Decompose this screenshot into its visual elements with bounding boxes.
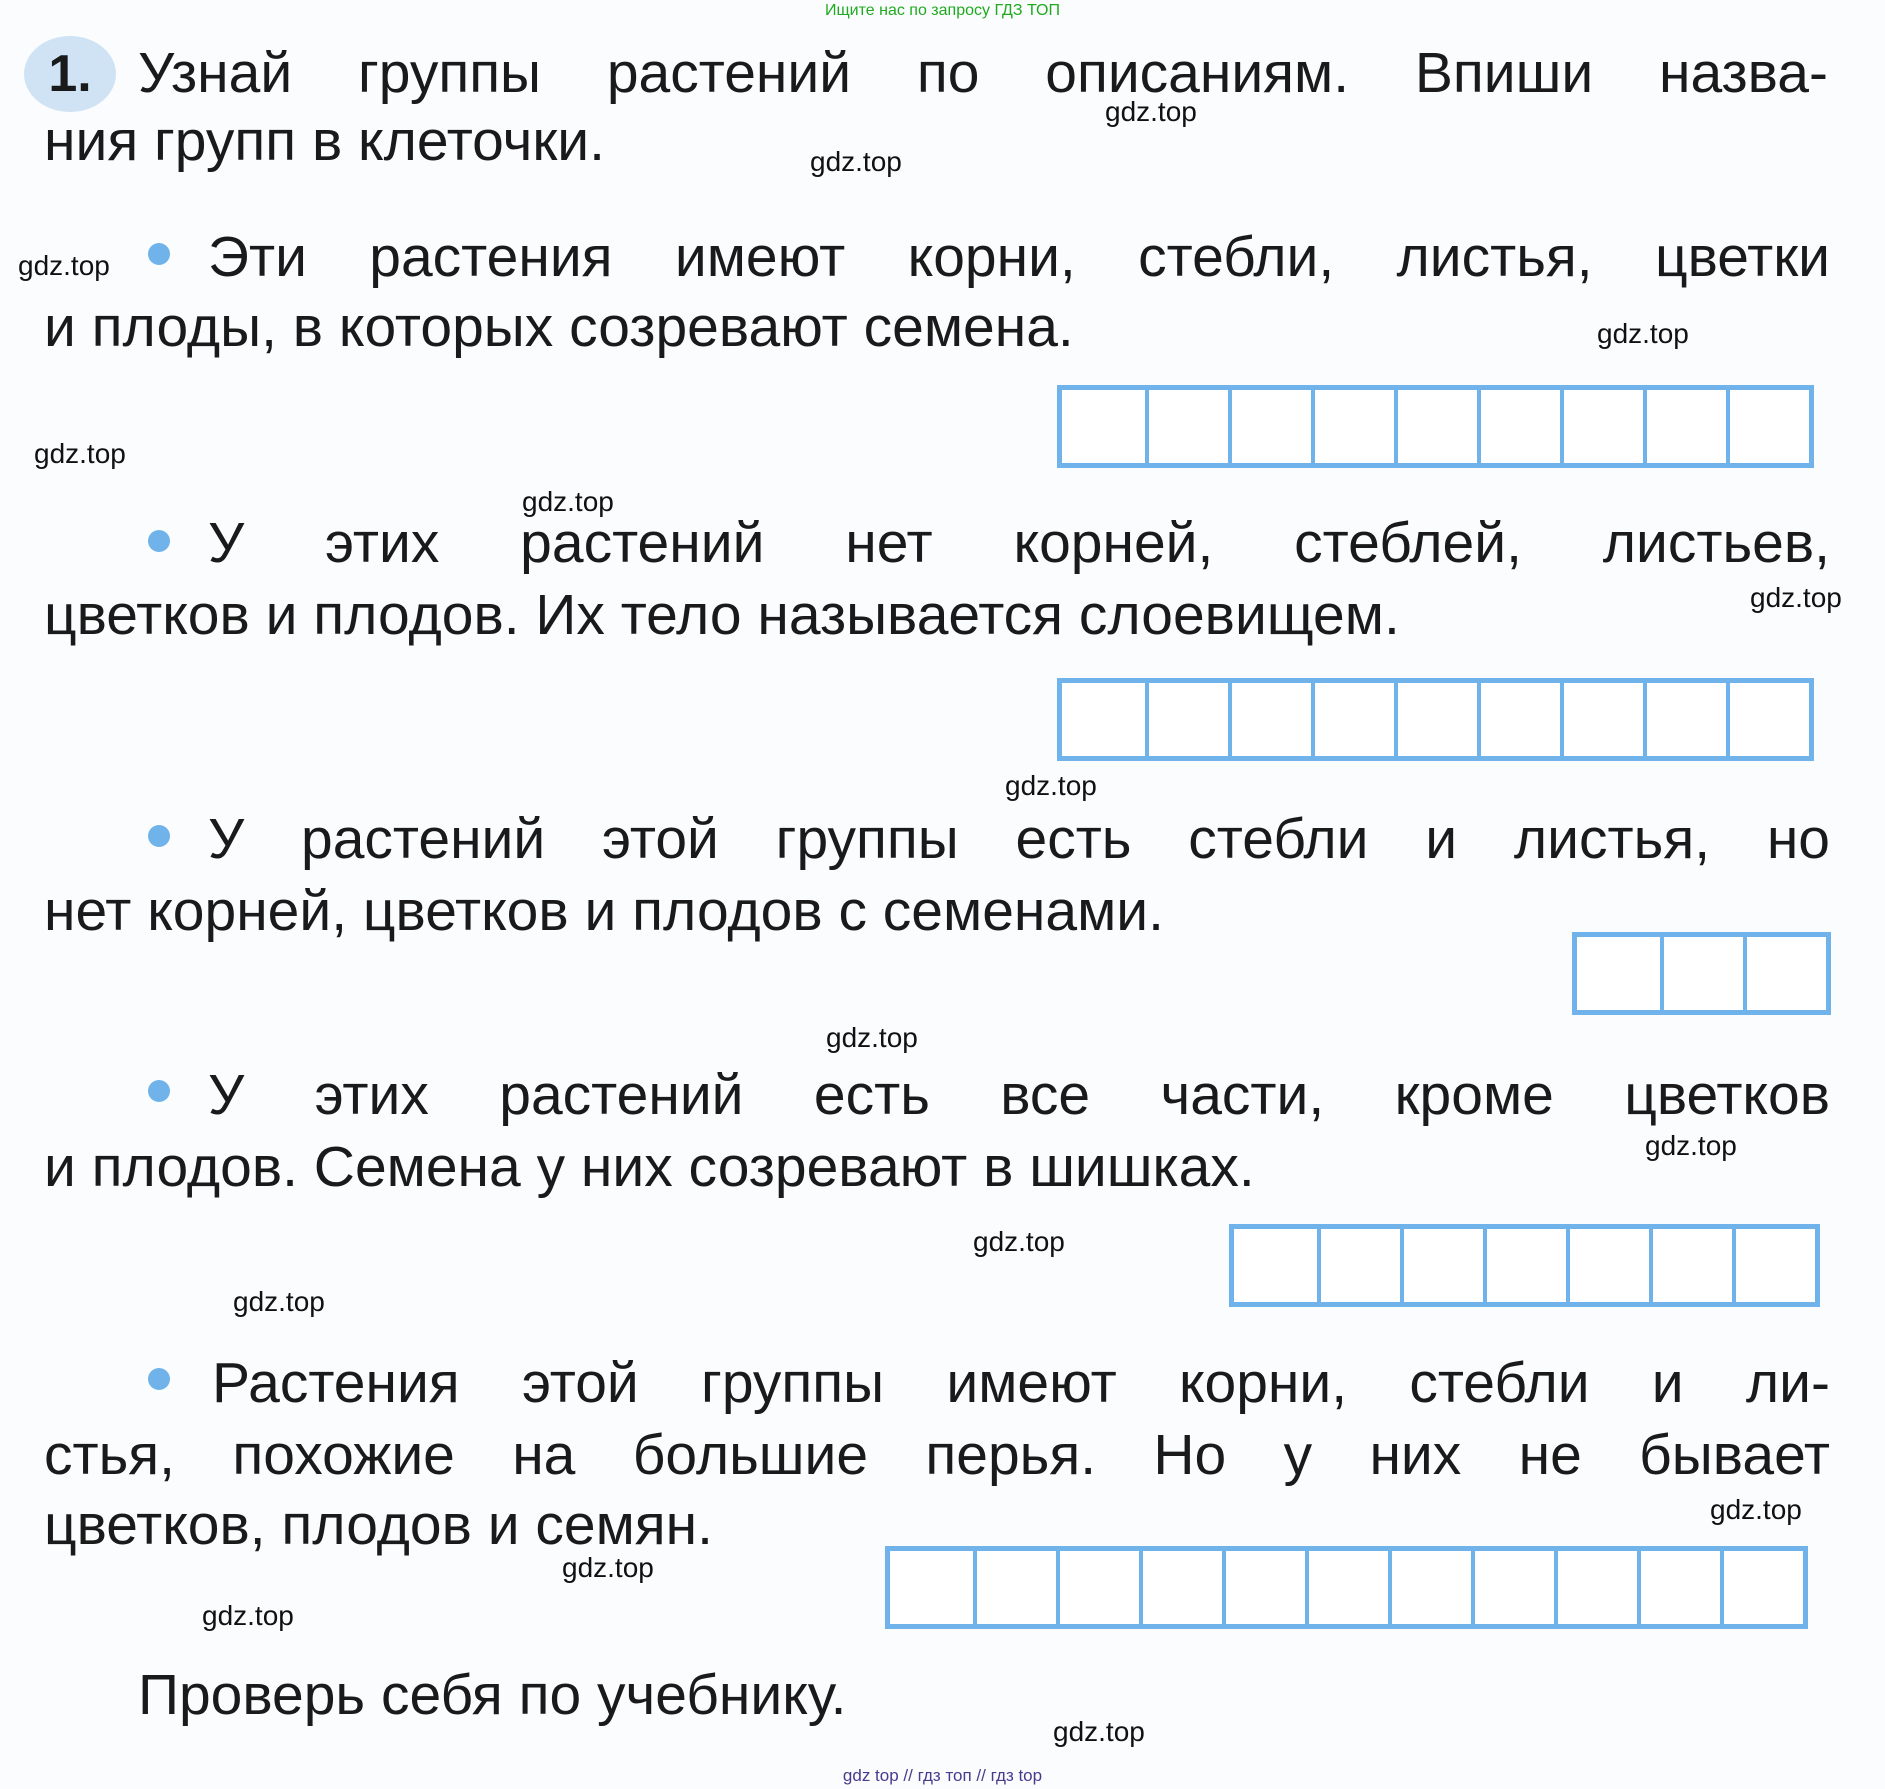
closing-instruction: Проверь себя по учебнику. [138, 1663, 847, 1727]
answer-cell[interactable] [1228, 683, 1311, 756]
item-5-line-1: Растения этой группы имеют корни, стебли и ли- [212, 1351, 1830, 1415]
answer-cell[interactable] [1560, 683, 1643, 756]
task-instruction-line-1: Узнай группы растений по описаниям. Впиши назва- [138, 41, 1828, 105]
answer-cell[interactable] [1056, 1551, 1139, 1624]
watermark: gdz.top [18, 250, 110, 281]
item-1-line-1: Эти растения имеют корни, стебли, листья, цветки [208, 225, 1830, 289]
answer-cell[interactable] [1726, 683, 1809, 756]
answer-cell[interactable] [973, 1551, 1056, 1624]
watermark: gdz.top [202, 1600, 294, 1631]
watermark: gdz.top [1710, 1494, 1802, 1525]
answer-cell[interactable] [1660, 937, 1743, 1010]
answer-cell[interactable] [1477, 683, 1560, 756]
answer-cell[interactable] [1145, 683, 1228, 756]
watermark: gdz.top [1597, 318, 1689, 349]
answer-cell[interactable] [1139, 1551, 1222, 1624]
answer-grid-1[interactable] [1057, 385, 1814, 468]
item-1-line-2: и плоды, в которых созревают семена. [44, 295, 1074, 359]
answer-cell[interactable] [1643, 683, 1726, 756]
answer-cell[interactable] [1566, 1229, 1649, 1302]
answer-cell[interactable] [1311, 683, 1394, 756]
answer-cell[interactable] [1228, 390, 1311, 463]
watermark: gdz.top [1105, 96, 1197, 127]
watermark: gdz.top [233, 1286, 325, 1317]
bullet-icon [148, 1368, 170, 1390]
answer-cell[interactable] [1471, 1551, 1554, 1624]
answer-cell[interactable] [1145, 390, 1228, 463]
answer-cell[interactable] [1311, 390, 1394, 463]
item-3-line-1: У растений этой группы есть стебли и листья, но [208, 807, 1830, 871]
watermark: gdz.top [810, 146, 902, 177]
answer-cell[interactable] [1743, 937, 1826, 1010]
answer-grid-4[interactable] [1229, 1224, 1820, 1307]
item-5-line-2: стья, похожие на большие перья. Но у них не бывает [44, 1423, 1830, 1487]
item-2-line-2: цветков и плодов. Их тело называется слоевищем. [44, 583, 1400, 647]
answer-cell[interactable] [1732, 1229, 1815, 1302]
answer-cell[interactable] [1577, 937, 1660, 1010]
answer-cell[interactable] [1394, 390, 1477, 463]
answer-cell[interactable] [1477, 390, 1560, 463]
bullet-icon [148, 530, 170, 552]
answer-cell[interactable] [1649, 1229, 1732, 1302]
answer-cell[interactable] [1720, 1551, 1803, 1624]
answer-cell[interactable] [1400, 1229, 1483, 1302]
watermark: gdz.top [1053, 1716, 1145, 1747]
answer-cell[interactable] [1222, 1551, 1305, 1624]
answer-cell[interactable] [1726, 390, 1809, 463]
task-number: 1. [24, 36, 116, 112]
answer-cell[interactable] [1554, 1551, 1637, 1624]
answer-cell[interactable] [1234, 1229, 1317, 1302]
answer-cell[interactable] [1560, 390, 1643, 463]
answer-cell[interactable] [1637, 1551, 1720, 1624]
bullet-icon [148, 825, 170, 847]
answer-cell[interactable] [1388, 1551, 1471, 1624]
answer-grid-5[interactable] [885, 1546, 1808, 1629]
task-instruction-line-2: ния групп в клеточки. [44, 109, 605, 173]
watermark: gdz.top [826, 1022, 918, 1053]
answer-cell[interactable] [1305, 1551, 1388, 1624]
watermark: gdz.top [522, 486, 614, 517]
bullet-icon [148, 243, 170, 265]
answer-cell[interactable] [1062, 390, 1145, 463]
answer-cell[interactable] [1394, 683, 1477, 756]
answer-grid-2[interactable] [1057, 678, 1814, 761]
item-2-line-1: У этих растений нет корней, стеблей, листьев, [208, 511, 1830, 575]
answer-cell[interactable] [1062, 683, 1145, 756]
watermark: gdz.top [34, 438, 126, 469]
answer-cell[interactable] [890, 1551, 973, 1624]
header-note: Ищите нас по запросу ГДЗ ТОП [825, 2, 1060, 19]
item-4-line-2: и плодов. Семена у них созревают в шишках. [44, 1135, 1255, 1199]
watermark: gdz.top [1750, 582, 1842, 613]
watermark: gdz.top [562, 1552, 654, 1583]
item-3-line-2: нет корней, цветков и плодов с семенами. [44, 879, 1164, 943]
item-4-line-1: У этих растений есть все части, кроме цветков [208, 1063, 1830, 1127]
answer-cell[interactable] [1483, 1229, 1566, 1302]
bullet-icon [148, 1080, 170, 1102]
watermark: gdz.top [1645, 1130, 1737, 1161]
item-5-line-3: цветков, плодов и семян. [44, 1493, 713, 1557]
footer-note: gdz top // гдз топ // гдз top [842, 1766, 1043, 1785]
answer-grid-3[interactable] [1572, 932, 1831, 1015]
watermark: gdz.top [973, 1226, 1065, 1257]
answer-cell[interactable] [1643, 390, 1726, 463]
answer-cell[interactable] [1317, 1229, 1400, 1302]
watermark: gdz.top [1005, 770, 1097, 801]
